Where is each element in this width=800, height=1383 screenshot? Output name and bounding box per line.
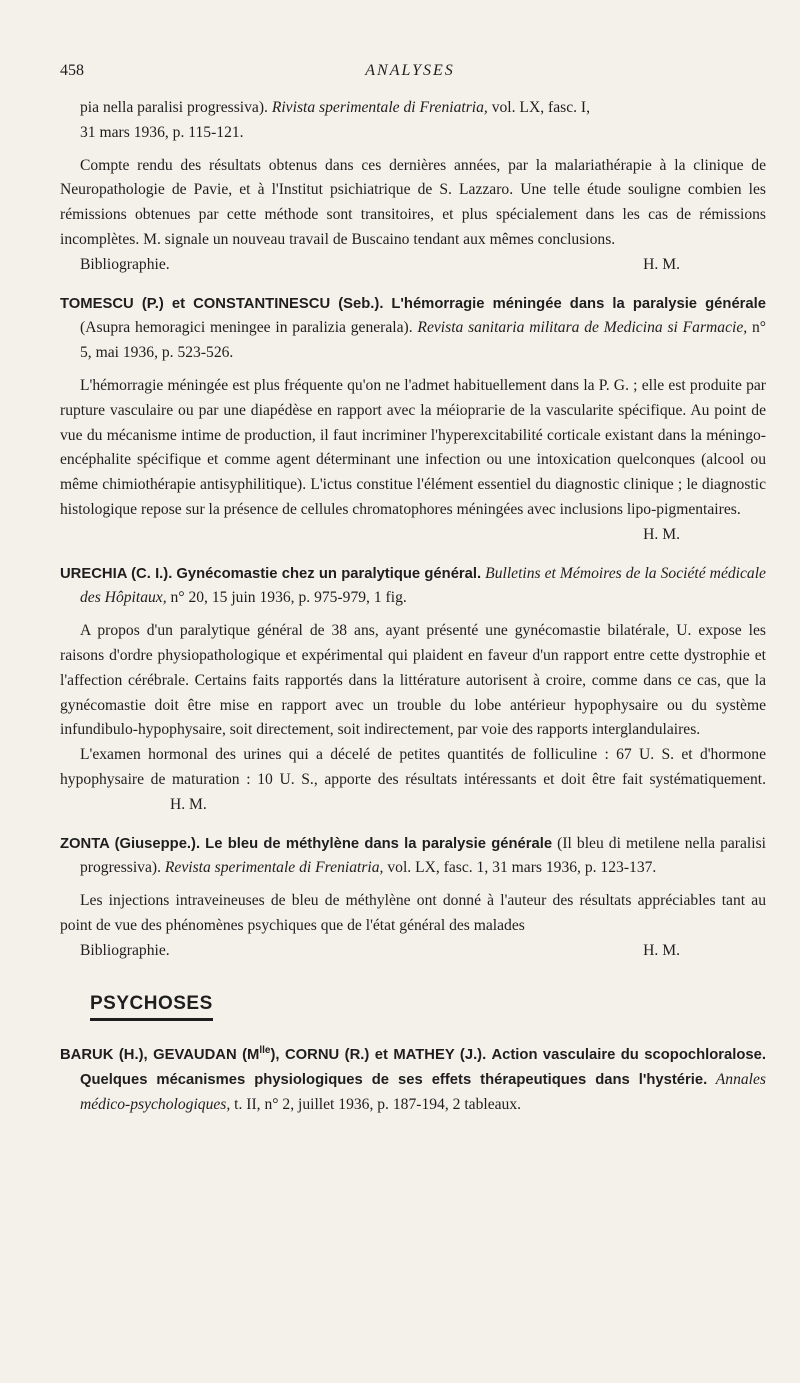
reviewer-signature: H. M. <box>643 255 680 273</box>
citation: ZONTA (Giuseppe.). Le bleu de méthylène dans la paralysie générale (Il bleu di metilene nella paralisi progressiva). Revista sperimentale di Freniatria, vol. LX, fasc. 1, 31 mars 1936, p. 123-137. <box>60 834 766 877</box>
abstract: Compte rendu des résultats obtenus dans ces dernières années, par la malariathérapie à la clinique de Neuropathologie de Pavie, et à l'Institut psichiatrique de S. Lazzaro. Une telle étude souligne combien les rémissions obtenues par cette méthode sont transitoires, et plus spécialement dans les cas de rémissions incomplètes. M. signale un nouveau travail de Buscaino tendant aux mêmes conclusions. <box>60 156 766 248</box>
bibliography-note: Bibliographie. <box>80 941 170 959</box>
page-content <box>60 96 766 1118</box>
journal-name: Annales médico-psychologiques, <box>80 1071 766 1113</box>
signature-row <box>60 253 766 278</box>
review-entry <box>60 562 766 818</box>
journal-name: Rivista sperimentale di Freniatria, <box>271 99 488 116</box>
article-title: L'hémorragie méningée dans la paralysie générale <box>391 295 767 312</box>
article-title: Gynécomastie chez un paralytique général. <box>176 565 482 582</box>
authors: BARUK (H.), GEVAUDAN $(M^{lle})$, CORNU (R.) et MATHEY (J.). <box>60 1045 487 1064</box>
running-head: ANALYSES <box>365 62 455 79</box>
page-header <box>60 62 760 84</box>
article-title: Action vasculaire du scopochloralose. Quelques mécanismes physiologiques de ses effets thérapeutiques dans l'hystérie. <box>80 1047 766 1089</box>
authors: ZONTA (Giuseppe.). <box>60 835 201 852</box>
journal-name: Bulletins et Mémoires de la Société médicale des Hôpitaux, <box>80 564 766 607</box>
authors: TOMESCU (P.) et CONSTANTINESCU (Seb.). <box>60 295 384 312</box>
citation: URECHIA (C. I.). Gynécomastie chez un paralytique général. Bulletins et Mémoires de la Société médicale des Hôpitaux, n° 20, 15 juin 1936, p. 975-979, 1 fig. <box>60 564 766 607</box>
review-entry <box>60 832 766 964</box>
abstract: L'examen hormonal des urines qui a décelé de petites quantités de folliculine : 67 U. S. et d'hormone hypophysaire de maturation : 10 U. S., apporte des résultats intéressants et doit être fait systématiquement.H. M. <box>60 746 766 813</box>
abstract: A propos d'un paralytique général de 38 ans, ayant présenté une gynécomastie bilatérale, U. expose les raisons d'ordre physiopathologique et expérimental qui plaident en faveur d'un rapport entre cette dystrophie et l'affection cérébrale. Certains faits rapportés dans la littérature autorisent à croire, comme dans ce cas, que la gynécomastie doit être mise en rapport avec un trouble du lobe antérieur hypophysaire ou du système infundibulo-hypophysaire, soit directement, soit indirectement, par voie des rapports interglandulaires. <box>60 622 766 739</box>
abstract: Les injections intraveineuses de bleu de méthylène ont donné à l'auteur des résultats appréciables tant au point de vue des phénomènes psychiques que de l'état général des malades <box>60 892 766 934</box>
reviewer-signature: H. M. <box>643 525 680 543</box>
reviewer-signature: H. M. <box>643 941 680 959</box>
journal-name: Revista sperimentale di Freniatria, <box>164 859 384 877</box>
article-title: Le bleu de méthylène dans la paralysie générale <box>205 835 553 852</box>
citation: TOMESCU (P.) et CONSTANTINESCU (Seb.). L'hémorragie méningée dans la paralysie générale (Asupra hemoragici meningee in paralizia generala). Revista sanitaria militara de Medicina si Farmacie, n° 5, mai 1936, p. 523-526. <box>60 295 767 362</box>
abstract: L'hémorragie méningée est plus fréquente qu'on ne l'admet habituellement dans la P. G. ; elle est produite par rupture vasculaire ou par une diapédèse en rapport avec la méioprагie de la vascularite spécifique. Au point de vue du mécanisme intime de production, il faut incriminer l'hyperexcitabilité corticale existant dans la méningo-encéphalite spécifique et comme agent déterminant une infection ou une intoxication quelconques (alcool ou même chimiothérapie antisyphilitique). L'ictus constitue l'élément essentiel du diagnostic clinique ; le diagnostic histologique repose sur la présence de cellules chromatophores méningées avec inclusions lipo-pigmentaires. <box>60 376 766 518</box>
review-entry <box>60 1043 766 1117</box>
bibliography-note: Bibliographie. <box>80 255 170 273</box>
section-heading: PSYCHOSES <box>90 992 213 1022</box>
page-number: 458 <box>60 62 84 79</box>
review-entry <box>60 96 766 278</box>
reviewer-signature: H. M. <box>170 795 207 813</box>
citation: pia nella paralisi progressiva). Rivista sperimentale di Freniatria, vol. LX, fasc. I, 31 mars 1936, p. 115-121. <box>80 99 591 141</box>
review-entry <box>60 292 766 548</box>
signature-row <box>60 939 766 964</box>
authors: URECHIA (C. I.). <box>60 565 173 582</box>
citation: BARUK (H.), GEVAUDAN $(M^{lle})$, CORNU (R.) et MATHEY (J.). Action vasculaire du scopochloralose. Quelques mécanismes physiologiques de ses effets thérapeutiques dans l'hystérie. Annales médico-psychologiques, t. II, n° 2, juillet 1936, p. 187-194, 2 tableaux. <box>60 1045 766 1113</box>
journal-name: Revista sanitaria militara de Medicina si Farmacie, <box>417 319 748 337</box>
